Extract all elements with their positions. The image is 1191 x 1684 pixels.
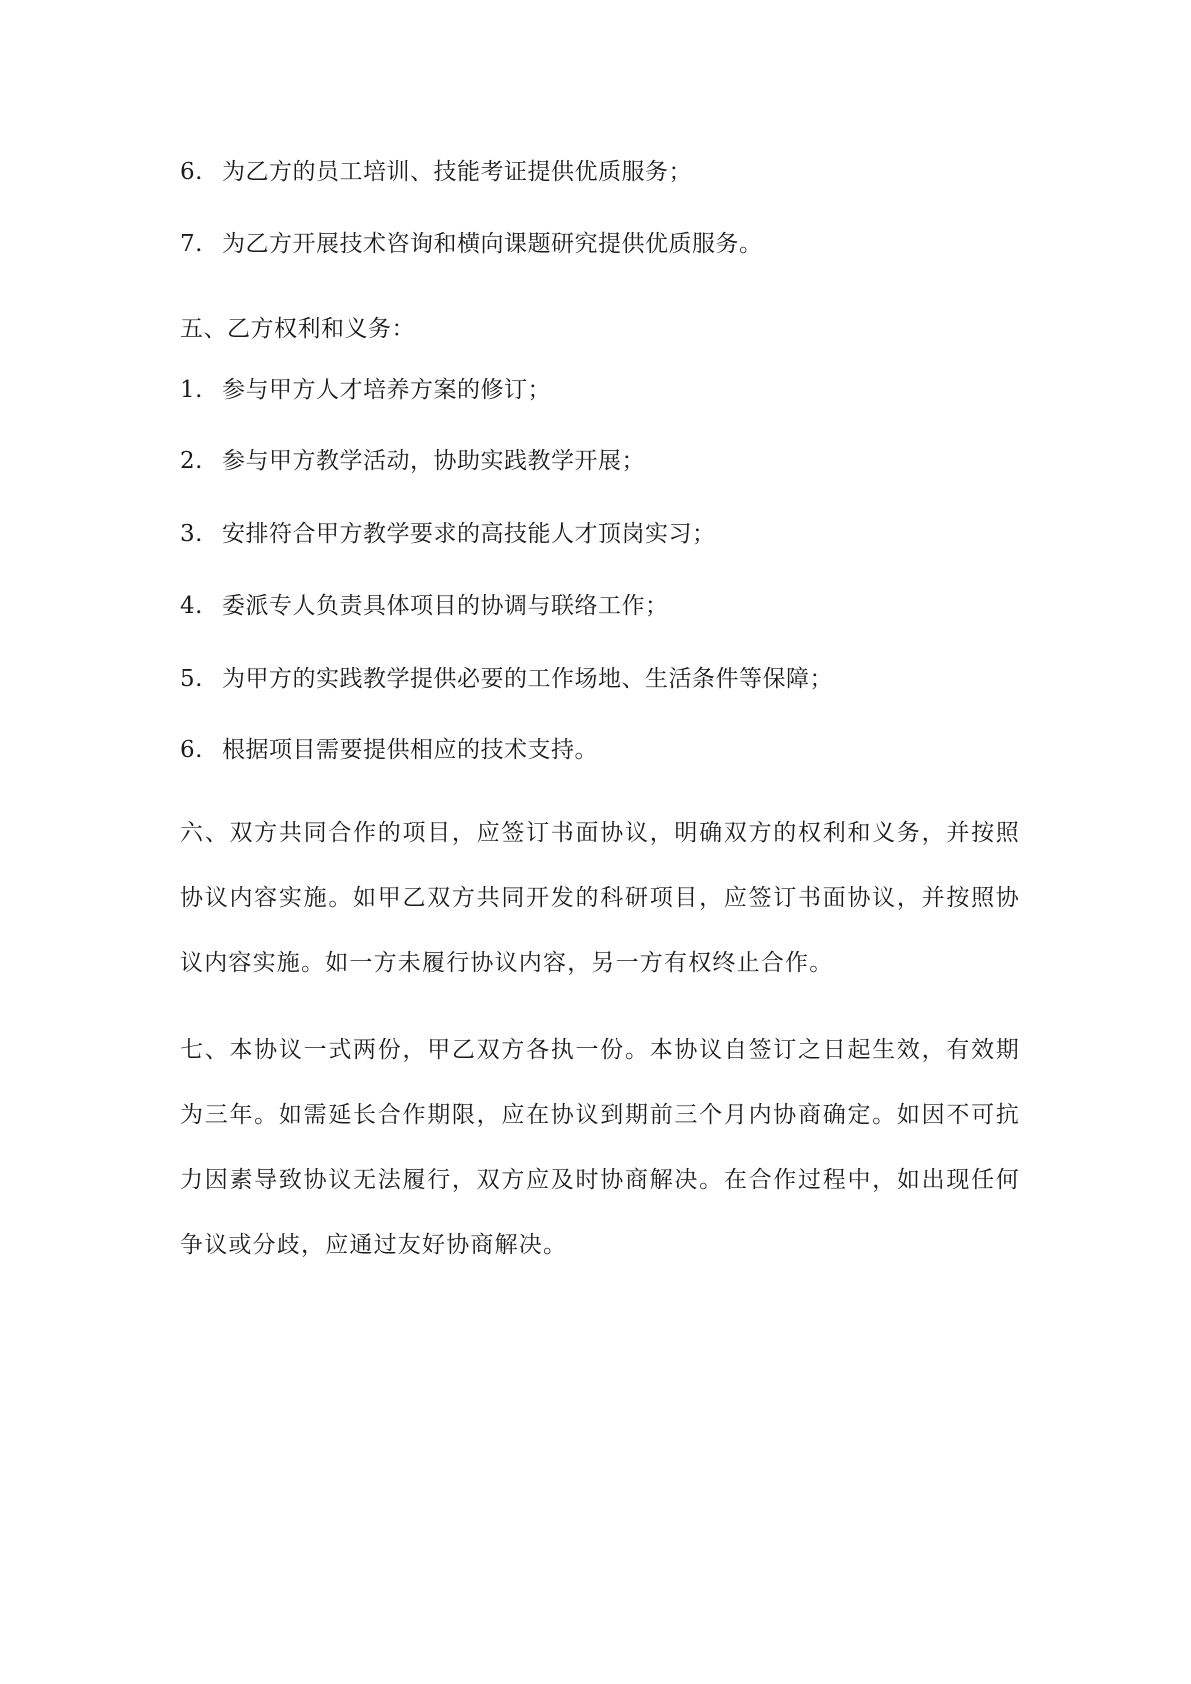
list-item-number: 1. — [180, 377, 203, 403]
list-item-text: 参与甲方人才培养方案的修订； — [222, 377, 551, 403]
list-item-number: 5. — [180, 666, 203, 692]
list-item — [180, 375, 551, 405]
list-item-text: 参与甲方教学活动，协助实践教学开展； — [222, 448, 645, 474]
list-item-text: 为甲方的实践教学提供必要的工作场地、生活条件等保障； — [222, 666, 833, 692]
list-item-text: 安排符合甲方教学要求的高技能人才顶岗实习； — [222, 521, 716, 547]
list-item-number: 6. — [180, 737, 203, 763]
list-item-number: 6. — [180, 159, 203, 185]
list-item — [180, 735, 598, 765]
list-item-number: 3. — [180, 521, 203, 547]
list-item-text: 根据项目需要提供相应的技术支持。 — [222, 737, 598, 763]
list-item — [180, 446, 645, 476]
list-item — [180, 591, 669, 621]
list-item-number: 4. — [180, 593, 203, 619]
section-paragraph: 六、双方共同合作的项目，应签订书面协议，明确双方的权利和义务，并按照协议内容实施。如甲乙双方共同开发的科研项目，应签订书面协议，并按照协议内容实施。如一方未履行协议内容，另一方有权终止合作。 — [180, 820, 1020, 976]
list-item-text: 委派专人负责具体项目的协调与联络工作； — [222, 593, 669, 619]
list-item — [180, 229, 763, 259]
list-item — [180, 519, 716, 549]
section-heading: 五、乙方权利和义务： — [180, 316, 415, 342]
list-item — [180, 157, 692, 187]
list-item-text: 为乙方开展技术咨询和横向课题研究提供优质服务。 — [222, 231, 763, 257]
section-paragraph: 七、本协议一式两份，甲乙双方各执一份。本协议自签订之日起生效，有效期为三年。如需延长合作期限，应在协议到期前三个月内协商确定。如因不可抗力因素导致协议无法履行，双方应及时协商解决。在合作过程中，如出现任何争议或分歧，应通过友好协商解决。 — [180, 1037, 1020, 1258]
list-item — [180, 664, 833, 694]
list-item-text: 为乙方的员工培训、技能考证提供优质服务； — [222, 159, 692, 185]
list-item-number: 7. — [180, 231, 203, 257]
list-item-number: 2. — [180, 448, 203, 474]
